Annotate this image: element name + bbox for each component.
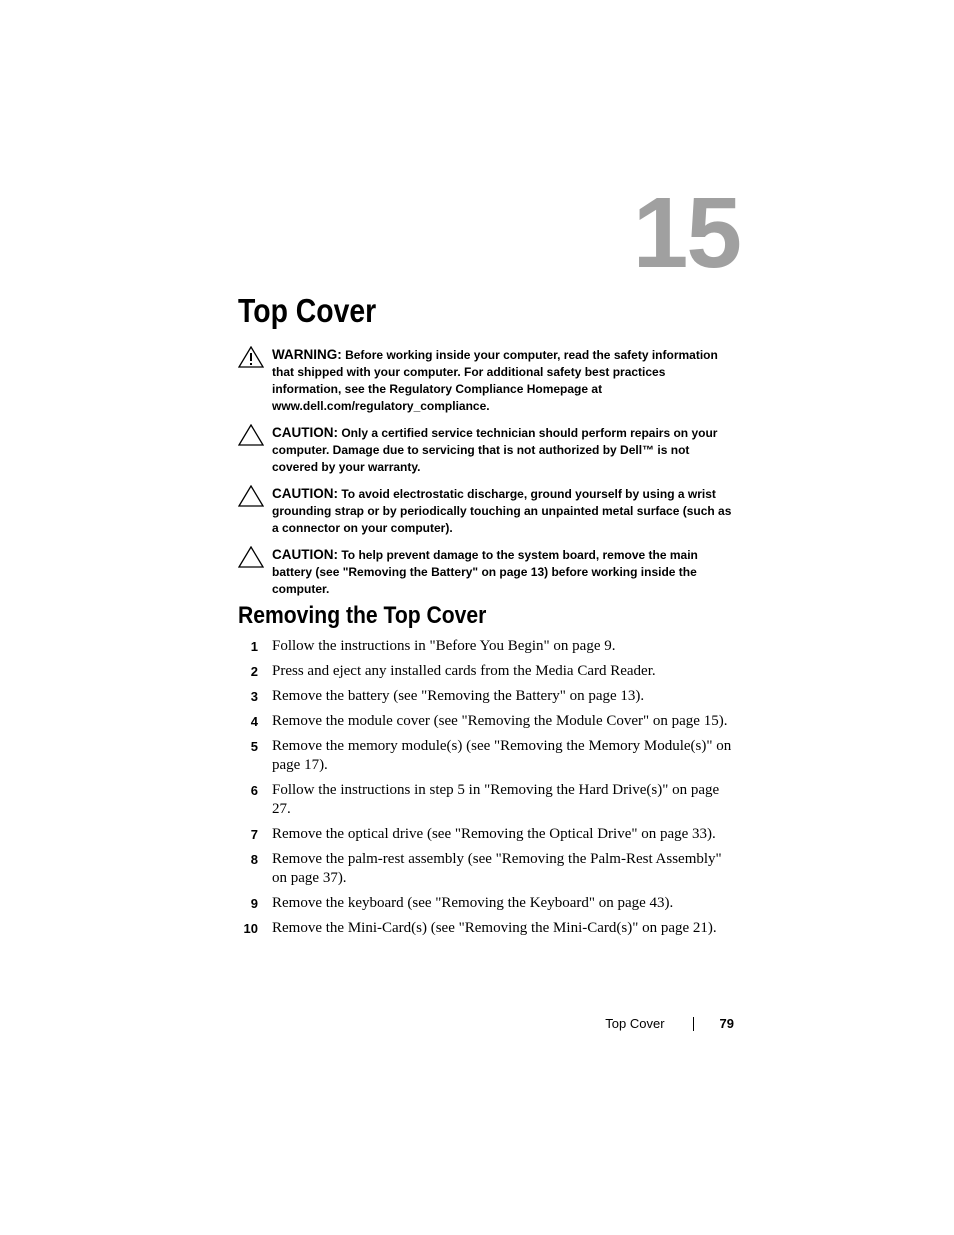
list-item bbox=[238, 850, 738, 888]
footer-title: Top Cover bbox=[605, 1016, 665, 1031]
step-text: Remove the keyboard (see "Removing the Keyboard" on page 43). bbox=[272, 895, 674, 911]
step-number: 10 bbox=[243, 921, 258, 936]
step-number: 6 bbox=[250, 783, 258, 798]
page-number: 79 bbox=[719, 1016, 734, 1031]
step-number: 2 bbox=[250, 664, 258, 679]
step-number: 9 bbox=[250, 896, 258, 911]
step-text: Remove the palm-rest assembly (see "Removing the Palm-Rest Assembly" on page 37). bbox=[272, 851, 722, 886]
caution-triangle-icon bbox=[238, 485, 264, 507]
page-title: Top Cover bbox=[238, 292, 377, 329]
warning-notice bbox=[238, 346, 736, 415]
notice-label: CAUTION: bbox=[272, 486, 338, 501]
step-number: 4 bbox=[250, 714, 258, 729]
step-number: 1 bbox=[250, 639, 258, 654]
caution-notice bbox=[238, 546, 736, 598]
caution-notice bbox=[238, 424, 736, 476]
step-number: 5 bbox=[250, 739, 258, 754]
caution-triangle-icon bbox=[238, 424, 264, 446]
list-item bbox=[238, 712, 738, 731]
step-number: 8 bbox=[250, 852, 258, 867]
notice-label: CAUTION: bbox=[272, 425, 338, 440]
step-text: Remove the optical drive (see "Removing the Optical Drive" on page 33). bbox=[272, 826, 716, 842]
caution-notice bbox=[238, 485, 736, 537]
chapter-number: 15 bbox=[632, 177, 740, 289]
list-item bbox=[238, 662, 738, 681]
steps-list bbox=[238, 637, 738, 944]
step-text: Press and eject any installed cards from the Media Card Reader. bbox=[272, 663, 656, 679]
notice-label: WARNING: bbox=[272, 347, 342, 362]
list-item bbox=[238, 737, 738, 775]
step-text: Follow the instructions in step 5 in "Removing the Hard Drive(s)" on page 27. bbox=[272, 782, 720, 817]
list-item bbox=[238, 825, 738, 844]
notice-text: Before working inside your computer, read the safety information that shipped with your computer. For additional safety best practices information, see the Regulatory Compliance Homepage at www.dell.com/regulatory_compliance. bbox=[272, 348, 718, 413]
warning-triangle-icon bbox=[238, 346, 264, 368]
list-item bbox=[238, 919, 738, 938]
step-text: Remove the module cover (see "Removing the Module Cover" on page 15). bbox=[272, 713, 728, 729]
step-text: Remove the Mini-Card(s) (see "Removing the Mini-Card(s)" on page 21). bbox=[272, 920, 717, 936]
page-footer bbox=[605, 1014, 734, 1034]
notice-text: To help prevent damage to the system board, remove the main battery (see "Removing the Battery" on page 13) before working inside the computer. bbox=[272, 548, 698, 596]
notice-text: Only a certified service technician should perform repairs on your computer. Damage due to servicing that is not authorized by Dell™ is not covered by your warranty. bbox=[272, 426, 718, 474]
step-number: 3 bbox=[250, 689, 258, 704]
list-item bbox=[238, 894, 738, 913]
list-item bbox=[238, 637, 738, 656]
notice-label: CAUTION: bbox=[272, 547, 338, 562]
section-title: Removing the Top Cover bbox=[238, 602, 487, 629]
step-text: Remove the memory module(s) (see "Removing the Memory Module(s)" on page 17). bbox=[272, 738, 732, 773]
list-item bbox=[238, 781, 738, 819]
step-text: Follow the instructions in "Before You Begin" on page 9. bbox=[272, 638, 616, 654]
footer-divider bbox=[693, 1017, 694, 1031]
caution-triangle-icon bbox=[238, 546, 264, 568]
step-text: Remove the battery (see "Removing the Battery" on page 13). bbox=[272, 688, 645, 704]
notice-text: To avoid electrostatic discharge, ground yourself by using a wrist grounding strap or by periodically touching an unpainted metal surface (such as a connector on your computer). bbox=[272, 487, 732, 535]
step-number: 7 bbox=[250, 827, 258, 842]
list-item bbox=[238, 687, 738, 706]
